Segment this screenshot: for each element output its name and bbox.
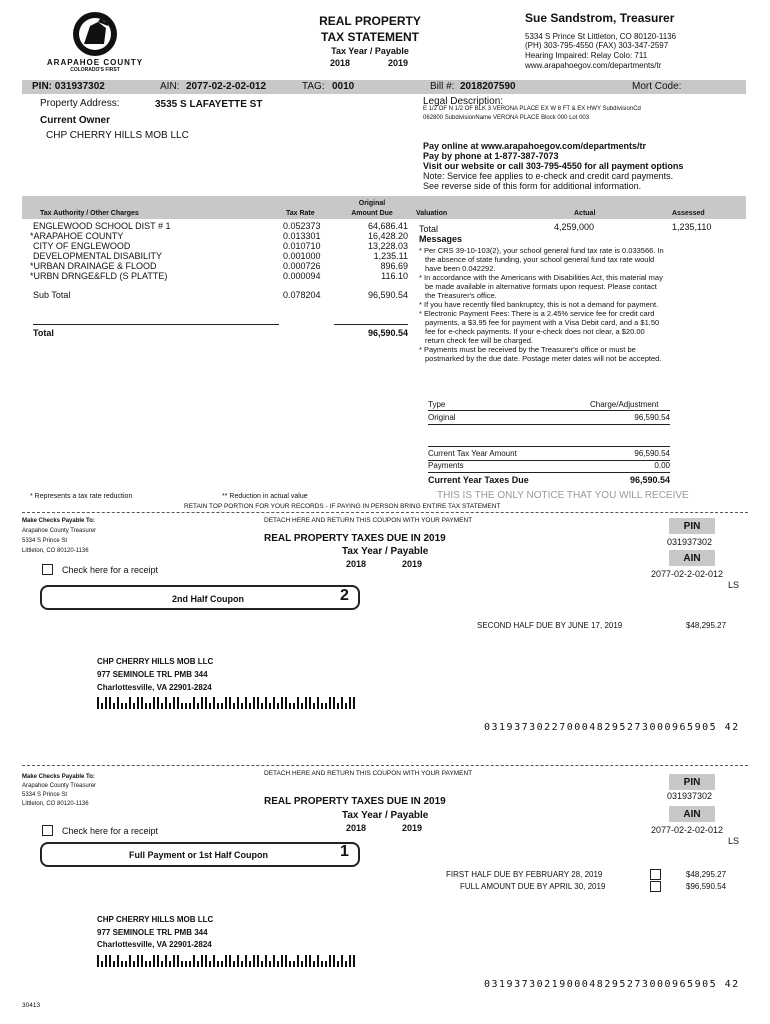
- mailing-street: 977 SEMINOLE TRL PMB 344: [97, 670, 208, 679]
- mailing-city: Charlottesville, VA 22901-2824: [97, 940, 212, 949]
- coupon-ain: 2077-02-2-02-012: [651, 569, 724, 579]
- message-line: the absence of state funding, your school general fund tax rate would: [425, 255, 655, 264]
- first-half-due-amount: $48,295.27: [686, 870, 727, 879]
- col-valuation: Valuation: [416, 210, 448, 217]
- full-amount-due-label: FULL AMOUNT DUE BY APRIL 30, 2019: [460, 882, 606, 891]
- coupon-ls: LS: [728, 580, 740, 590]
- tax-row-name: *URBN DRNGE&FLD (S PLATTE): [30, 271, 168, 281]
- taxes-due-value: 96,590.54: [629, 475, 670, 485]
- postal-barcode: [97, 697, 355, 709]
- legal-description-2: 062800 SubdivisionName VERONA PLACE Block 000 Lot 003: [423, 115, 590, 121]
- ain-label: AIN:: [160, 81, 180, 92]
- subtotal-rate: 0.078204: [283, 290, 321, 300]
- pin-number: PIN: 031937302: [32, 81, 105, 92]
- charges-rule-2: [428, 424, 670, 425]
- col-original: Original: [358, 200, 386, 207]
- message-line: * In accordance with the Americans with Disabilities Act, this material may: [419, 273, 663, 282]
- current-amount-label: Current Tax Year Amount: [428, 449, 517, 458]
- tax-row-amount: 116.10: [381, 271, 408, 281]
- tax-row-rate: 0.000094: [283, 271, 321, 281]
- mailing-street: 977 SEMINOLE TRL PMB 344: [97, 928, 208, 937]
- payable-year: 2019: [388, 58, 409, 68]
- tax-row-rate: 0.052373: [283, 221, 321, 231]
- second-half-due-label: SECOND HALF DUE BY JUNE 17, 2019: [477, 621, 623, 630]
- payments-label: Payments: [428, 461, 464, 470]
- charges-rule-5: [428, 472, 670, 473]
- property-address: 3535 S LAFAYETTE ST: [155, 99, 263, 110]
- logo-subtext: COLORADO'S FIRST: [70, 67, 120, 73]
- service-fee-note: Note: Service fee applies to e-check and credit card payments.: [423, 171, 674, 181]
- message-line: payments, a $3.95 fee for payment with a Visa Debit card, and a $1.50: [425, 318, 660, 327]
- tax-row-name: *URBAN DRAINAGE & FLOOD: [30, 261, 157, 271]
- coupon-title: REAL PROPERTY TAXES DUE IN 2019: [264, 533, 446, 544]
- receipt-label: Check here for a receipt: [62, 826, 159, 836]
- only-notice: THIS IS THE ONLY NOTICE THAT YOU WILL RECEIVE: [437, 490, 689, 501]
- coupon-tax-year: 2018: [346, 823, 367, 833]
- ain-number: 2077-02-2-02-012: [186, 81, 267, 92]
- logo-text: ARAPAHOE COUNTY: [46, 58, 144, 67]
- postal-barcode: [97, 955, 355, 967]
- taxes-due-label: Current Year Taxes Due: [428, 475, 529, 485]
- tax-row-amount: 16,428.20: [367, 231, 408, 241]
- payee-street: 5334 S Prince St: [22, 792, 68, 798]
- tax-row-name: ENGLEWOOD SCHOOL DIST # 1: [33, 221, 171, 231]
- treasurer-address: 5334 S Prince St Littleton, CO 80120-1136: [525, 32, 677, 41]
- message-line: be made available in alternative formats upon request. Please contact: [425, 282, 657, 291]
- statement-title-1: REAL PROPERTY: [319, 14, 421, 28]
- make-checks-label: Make Checks Payable To:: [22, 774, 95, 780]
- coupon-tax-year-label: Tax Year / Payable: [342, 810, 429, 821]
- receipt-checkbox[interactable]: [42, 564, 53, 575]
- mailing-name: CHP CHERRY HILLS MOB LLC: [97, 657, 214, 666]
- tax-row-rate: 0.010710: [283, 241, 321, 251]
- tax-row-name: DEVELOPMENTAL DISABILITY: [33, 251, 163, 261]
- first-half-checkbox[interactable]: [650, 869, 661, 880]
- coupon-tax-year-label: Tax Year / Payable: [342, 546, 429, 557]
- tag-label: TAG:: [302, 81, 325, 92]
- subtotal-label: Sub Total: [33, 290, 71, 300]
- total-rule-right: [334, 324, 408, 325]
- legal-description-1: E 1/2 OF N 1/2 OF BLK 3 VERONA PLACE EX W 8 FT & EX HWY SubdivisionCd: [423, 106, 641, 112]
- ain-badge: AIN: [669, 550, 715, 566]
- statement-title-2: TAX STATEMENT: [321, 30, 419, 44]
- tax-row-rate: 0.001000: [283, 251, 321, 261]
- total-amount: 96,590.54: [367, 328, 408, 338]
- actual-reduction-note: ** Reduction in actual value: [222, 493, 308, 500]
- messages-list: [419, 246, 664, 363]
- tag-number: 0010: [332, 81, 355, 92]
- payee-street: 5334 S Prince St: [22, 538, 68, 544]
- treasurer-phone: (PH) 303-795-4550 (FAX) 303-347-2597: [525, 41, 669, 50]
- coupon-payable-year: 2019: [402, 559, 423, 569]
- scan-line: 0319373021900048295273000965905 42: [484, 979, 740, 990]
- payee-city: Littleton, CO 80120-1136: [22, 801, 89, 807]
- subtotal-amount: 96,590.54: [367, 290, 408, 300]
- retain-notice: RETAIN TOP PORTION FOR YOUR RECORDS - IF PAYING IN PERSON BRING ENTIRE TAX STATEMENT: [184, 503, 501, 510]
- coupon-payable-year: 2019: [402, 823, 423, 833]
- make-checks-label: Make Checks Payable To:: [22, 518, 95, 524]
- coupon-label: Full Payment or 1st Half Coupon: [129, 850, 269, 860]
- pay-options: Visit our website or call 303-795-4550 for all payment options: [423, 161, 684, 171]
- ain-badge: AIN: [669, 806, 715, 822]
- tax-row-amount: 13,228.03: [367, 241, 408, 251]
- message-line: fee for e-check payments. If your e-check does not clear, a $20.00: [425, 327, 645, 336]
- mailing-city: Charlottesville, VA 22901-2824: [97, 683, 212, 692]
- coupon-pin: 031937302: [667, 537, 713, 547]
- treasurer-website[interactable]: www.arapahoegov.com/departments/tr: [525, 61, 662, 70]
- tax-row-rate: 0.013301: [283, 231, 321, 241]
- coupon-number: 1: [340, 843, 349, 860]
- message-line: have been 0.042292.: [425, 264, 496, 273]
- coupon-ain: 2077-02-2-02-012: [651, 825, 724, 835]
- valuation-actual: 4,259,000: [554, 222, 595, 232]
- bill-number: 2018207590: [460, 81, 516, 92]
- first-half-due-label: FIRST HALF DUE BY FEBRUARY 28, 2019: [446, 870, 603, 879]
- bill-label: Bill #:: [430, 81, 455, 92]
- current-amount-value: 96,590.54: [634, 449, 670, 458]
- message-line: the Treasurer's office.: [425, 291, 497, 300]
- current-owner: CHP CHERRY HILLS MOB LLC: [46, 130, 189, 141]
- col-assessed: Assessed: [672, 210, 705, 217]
- charge-original-label: Original: [428, 413, 456, 422]
- tax-row-rate: 0.000726: [283, 261, 321, 271]
- payee-name: Arapahoe County Treasurer: [22, 783, 97, 789]
- coupon-tax-year: 2018: [346, 559, 367, 569]
- charge-type-label: Type: [428, 400, 446, 409]
- message-line: * Per CRS 39-10-103(2), your school general fund tax rate is 0.033566. In: [419, 246, 664, 255]
- detach-instruction: DETACH HERE AND RETURN THIS COUPON WITH YOUR PAYMENT: [264, 770, 473, 777]
- receipt-label: Check here for a receipt: [62, 565, 159, 575]
- payments-value: 0.00: [654, 461, 670, 470]
- tear-line-1: [22, 512, 748, 513]
- coupon-ls: LS: [728, 836, 740, 846]
- total-rule-left: [33, 324, 279, 325]
- message-line: postmarked by the due date. Postage meter dates will not be accepted.: [425, 354, 662, 363]
- form-id: 30413: [22, 1002, 41, 1009]
- coupon-number: 2: [340, 587, 349, 604]
- pin-badge: PIN: [669, 774, 715, 790]
- message-line: * Electronic Payment Fees: There is a 2.45% service fee for credit card: [419, 309, 655, 318]
- valuation-assessed: 1,235,110: [672, 222, 712, 232]
- mort-code-label: Mort Code:: [632, 81, 682, 92]
- seal-icon: [40, 10, 150, 58]
- current-owner-label: Current Owner: [40, 115, 111, 126]
- coupon-pin: 031937302: [667, 791, 713, 801]
- charges-rule-1: [428, 410, 670, 411]
- mailing-name: CHP CHERRY HILLS MOB LLC: [97, 915, 214, 924]
- scan-line: 0319373022700048295273000965905 42: [484, 722, 740, 733]
- message-line: * Payments must be received by the Treasurer's office or must be: [419, 345, 636, 354]
- charge-adjustment-label: Charge/Adjustment: [590, 400, 659, 409]
- pay-online[interactable]: Pay online at www.arapahoegov.com/departments/tr: [423, 141, 647, 151]
- message-line: * If you have recently filed bankruptcy, this is not a demand for payment.: [419, 300, 659, 309]
- col-rate: Tax Rate: [286, 210, 315, 217]
- messages-title: Messages: [419, 234, 463, 244]
- valuation-total-label: Total: [419, 224, 439, 234]
- coupon-label: 2nd Half Coupon: [172, 594, 244, 604]
- full-amount-checkbox[interactable]: [650, 881, 661, 892]
- col-amount-due: Amount Due: [351, 210, 393, 217]
- tax-row-amount: 896.69: [380, 261, 408, 271]
- charges-rule-3: [428, 446, 670, 447]
- payee-city: Littleton, CO 80120-1136: [22, 548, 89, 554]
- col-authority: Tax Authority / Other Charges: [40, 210, 139, 217]
- treasurer-relay: Hearing Impaired: Relay Colo: 711: [525, 51, 648, 60]
- detach-instruction: DETACH HERE AND RETURN THIS COUPON WITH YOUR PAYMENT: [264, 517, 473, 524]
- tax-row-amount: 64,686.41: [367, 221, 408, 231]
- tear-line-2: [22, 765, 748, 766]
- payee-name: Arapahoe County Treasurer: [22, 528, 97, 534]
- tax-row-name: *ARAPAHOE COUNTY: [30, 231, 124, 241]
- tax-row-amount: 1,235.11: [373, 251, 408, 261]
- rate-reduction-note: * Represents a tax rate reduction: [30, 493, 133, 500]
- reverse-side-note: See reverse side of this form for additional information.: [423, 181, 642, 191]
- total-label: Total: [33, 328, 54, 338]
- tax-row-name: CITY OF ENGLEWOOD: [33, 241, 131, 251]
- tax-year-label: Tax Year / Payable: [331, 46, 409, 56]
- message-line: return check fee will be charged.: [425, 336, 533, 345]
- county-logo: [40, 10, 150, 74]
- col-actual: Actual: [574, 210, 596, 217]
- treasurer-name: Sue Sandstrom, Treasurer: [525, 11, 675, 25]
- pay-phone: Pay by phone at 1-877-387-7073: [423, 151, 559, 161]
- legal-description-label: Legal Description:: [423, 96, 504, 107]
- coupon-title: REAL PROPERTY TAXES DUE IN 2019: [264, 796, 446, 807]
- full-amount-due-value: $96,590.54: [686, 882, 727, 891]
- property-address-label: Property Address:: [40, 98, 120, 109]
- receipt-checkbox[interactable]: [42, 825, 53, 836]
- second-half-due-amount: $48,295.27: [686, 621, 727, 630]
- charge-original-value: 96,590.54: [634, 413, 670, 422]
- pin-badge: PIN: [669, 518, 715, 534]
- tax-year: 2018: [330, 58, 351, 68]
